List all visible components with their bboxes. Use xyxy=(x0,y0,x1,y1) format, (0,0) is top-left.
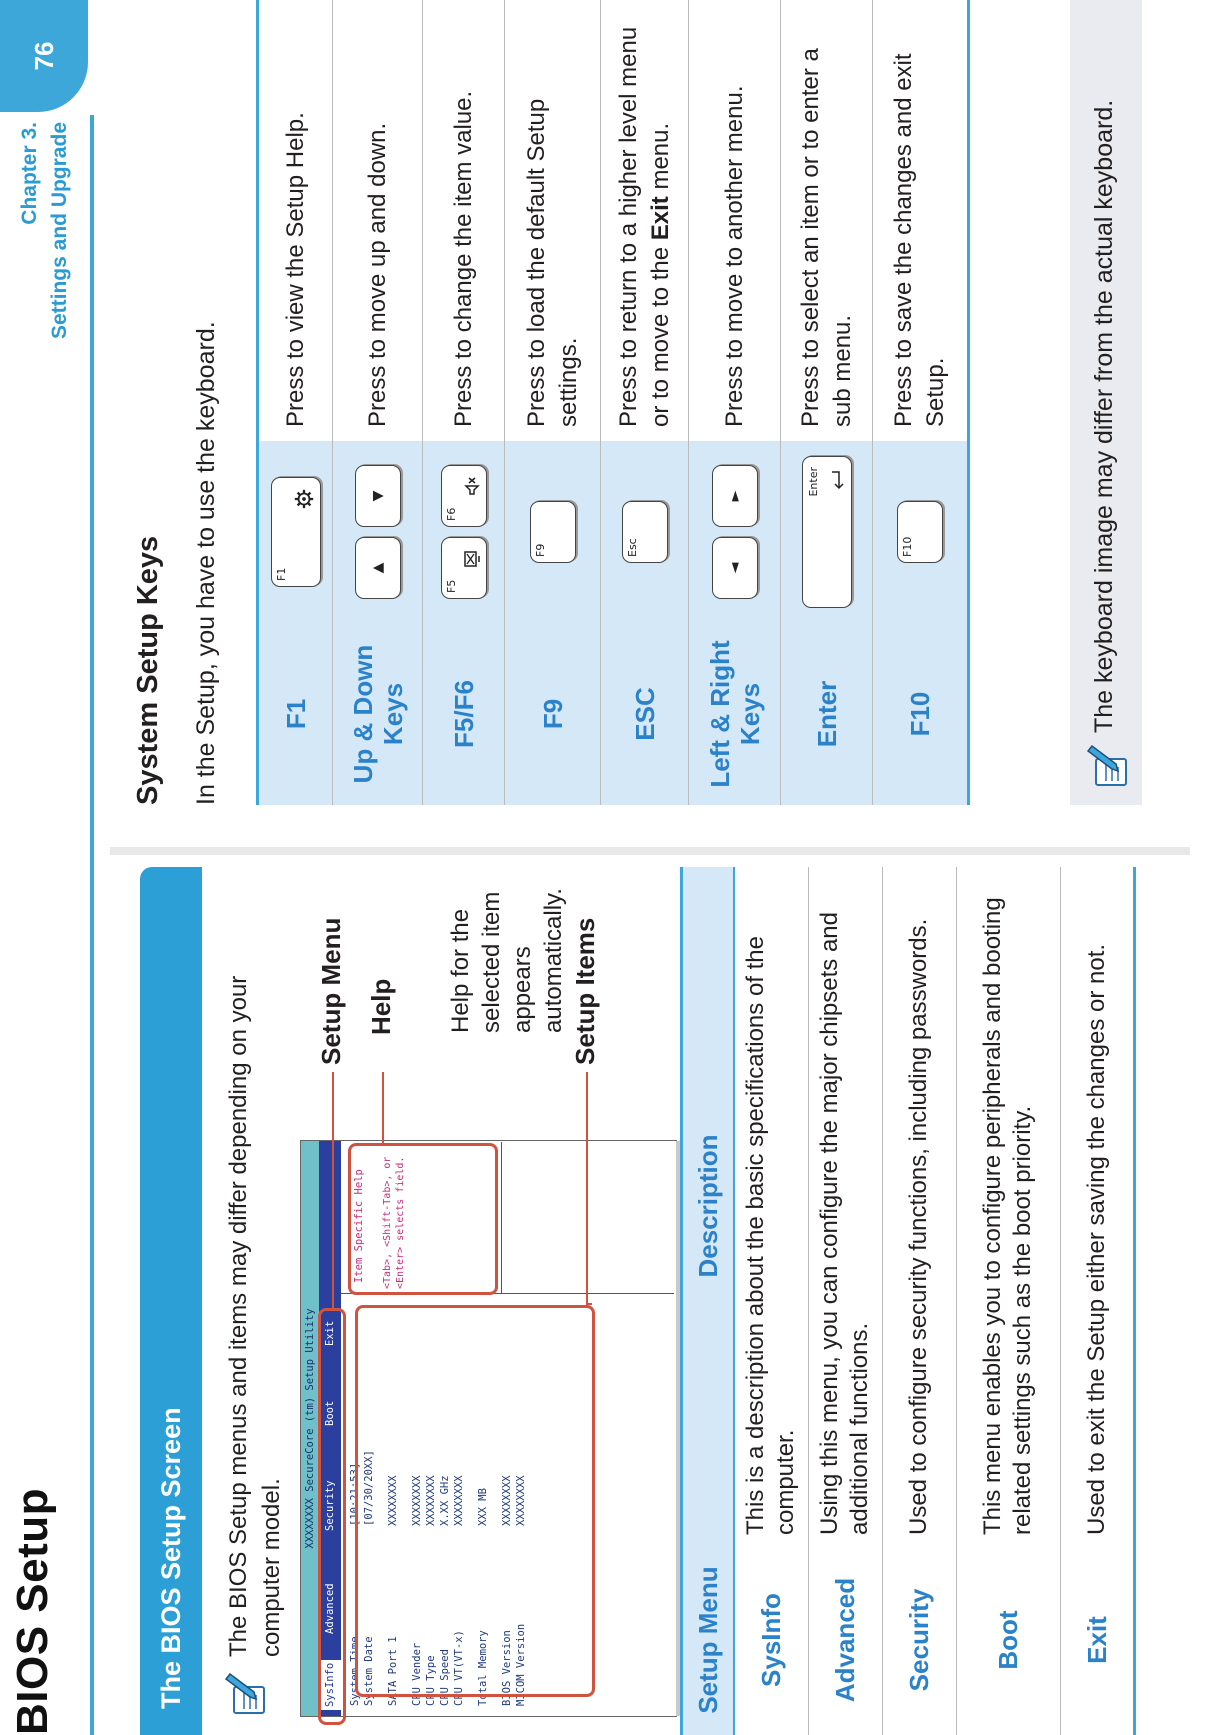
keycap-label: F5 xyxy=(444,579,458,593)
enter-arrow-icon xyxy=(831,469,845,491)
menu-name-cell: Exit xyxy=(1060,1545,1134,1735)
keys-intro: In the Setup, you have to use the keyboard. xyxy=(192,321,220,805)
chapter-label: Chapter 3. xyxy=(18,122,41,225)
note-pencil-icon xyxy=(220,1671,268,1719)
bios-menu-boot: Boot xyxy=(324,1400,336,1426)
table-row xyxy=(601,0,689,805)
bios-row-label: BIOS Version xyxy=(501,1630,513,1706)
right-arrow-key xyxy=(712,465,758,527)
right-arrow-icon: ► xyxy=(726,490,743,502)
key-desc-cell: Press to save the changes and exit Setup. xyxy=(873,0,969,441)
bios-row-label: CPU Speed xyxy=(439,1649,451,1706)
up-arrow-key xyxy=(355,537,401,599)
key-name-cell: Enter xyxy=(781,623,873,805)
key-name-cell: Up & Down Keys xyxy=(333,623,423,805)
column-divider xyxy=(110,847,1190,855)
setup-keys-table xyxy=(256,0,970,805)
bios-row-label: CPU VT(VT-x) xyxy=(453,1630,465,1706)
menu-name-cell: SysInfo xyxy=(734,1545,808,1735)
key-image-cell xyxy=(423,441,505,623)
help-description: Help for the selected item appears automatically. xyxy=(447,888,567,1033)
enter-key xyxy=(802,456,852,608)
bios-row-label: CPU Type xyxy=(425,1655,437,1706)
bios-row-value: XXXXXXXX xyxy=(411,1475,423,1526)
note-pencil-icon xyxy=(1082,743,1130,791)
left-arrow-key xyxy=(712,537,758,599)
bios-row-label: CPU Vender xyxy=(411,1642,423,1706)
bios-menu-security: Security xyxy=(324,1480,336,1531)
key-name-cell: Left & Right Keys xyxy=(689,623,781,805)
table-row xyxy=(956,867,1060,1735)
bios-row-label: MICOM Version xyxy=(515,1623,527,1706)
keycap-label: F1 xyxy=(274,567,288,581)
table-row xyxy=(808,867,882,1735)
table-row xyxy=(873,0,969,805)
key-image-cell xyxy=(505,441,601,623)
header-rule xyxy=(90,115,94,1735)
keyboard-note: The keyboard image may differ from the actual keyboard. xyxy=(1090,99,1118,733)
key-image-cell xyxy=(873,441,969,623)
keycap-label: Enter xyxy=(806,467,820,497)
key-desc-cell xyxy=(601,0,689,441)
key-desc-cell: Press to load the default Setup settings. xyxy=(505,0,601,441)
f10-key xyxy=(897,501,943,563)
bios-help-text: <Tab>, <Shift-Tab>, or <Enter> selects field. xyxy=(382,1156,406,1289)
esc-key xyxy=(622,501,668,563)
key-name-cell: F5/F6 xyxy=(423,623,505,805)
bios-menu-exit: Exit xyxy=(324,1320,336,1346)
keycap-label: Esc xyxy=(625,538,639,557)
key-desc-text: Press to return to a higher level menu or to move to the xyxy=(614,26,674,427)
key-desc-cell: Press to move to another menu. xyxy=(689,0,781,441)
bios-row-value: [10:21:53] xyxy=(349,1462,361,1526)
bios-row-label: System Time xyxy=(349,1636,361,1706)
table-row xyxy=(258,0,333,805)
f9-key xyxy=(530,501,576,563)
f1-key xyxy=(271,477,321,587)
table-row xyxy=(505,0,601,805)
key-image-cell xyxy=(333,441,423,623)
keycap-label: F10 xyxy=(901,536,914,557)
up-arrow-icon: ▲ xyxy=(369,562,386,574)
key-desc-cell: Press to view the Setup Help. xyxy=(258,0,333,441)
menu-desc-cell: Using this menu, you can configure the major chipsets and additional functions. xyxy=(808,867,882,1545)
gear-icon xyxy=(293,488,315,510)
key-image-cell xyxy=(689,441,781,623)
bios-row-value: XXXXXXXX xyxy=(515,1475,527,1526)
setup-menu-callout: Setup Menu xyxy=(316,917,346,1065)
setup-items-frame xyxy=(355,1305,595,1697)
menu-desc-cell: This menu enables you to configure peripherals and booting related settings such as the boot priority. xyxy=(956,867,1060,1545)
bios-row-value: X.XX GHz xyxy=(439,1475,451,1526)
bios-menu-advanced: Advanced xyxy=(324,1583,336,1634)
table-row xyxy=(781,0,873,805)
menu-name-cell: Security xyxy=(882,1545,956,1735)
menu-desc-cell: Used to configure security functions, including passwords. xyxy=(882,867,956,1545)
setup-items-callout: Setup Items xyxy=(570,917,600,1065)
bios-row-value: XXXXXXXX xyxy=(501,1475,513,1526)
table-row xyxy=(734,867,808,1735)
bios-row-value: XXX MB xyxy=(477,1488,489,1526)
key-name-cell: F1 xyxy=(258,623,333,805)
table-row xyxy=(333,0,423,805)
setup-menu-frame xyxy=(318,1308,346,1725)
table-row xyxy=(423,0,505,805)
keycap-label: F9 xyxy=(533,543,547,557)
screen-off-icon xyxy=(463,548,481,568)
key-image-cell xyxy=(601,441,689,623)
volume-mute-icon xyxy=(463,476,481,496)
f6-key xyxy=(441,465,487,527)
bios-help-divider xyxy=(501,1142,502,1294)
setup-menu-table xyxy=(680,867,1136,1735)
bios-row-value: XXXXXXXX xyxy=(425,1475,437,1526)
menu-name-cell: Advanced xyxy=(808,1545,882,1735)
table-header: Setup Menu xyxy=(682,1545,735,1735)
model-note: The BIOS Setup menus and items may differ depending on your computer model. xyxy=(225,975,285,1657)
down-arrow-key xyxy=(355,465,401,527)
exit-menu-emphasis: Exit xyxy=(646,196,674,241)
table-header-row xyxy=(682,867,735,1735)
table-header: Description xyxy=(682,867,735,1545)
setup-menu-leader xyxy=(332,1072,334,1308)
bios-row-value: XXXXXXXX xyxy=(453,1475,465,1526)
f5-key xyxy=(441,537,487,599)
key-name-cell: ESC xyxy=(601,623,689,805)
key-name-cell: F10 xyxy=(873,623,969,805)
menu-desc-cell: This is a description about the basic specifications of the computer. xyxy=(734,867,808,1545)
menu-name-cell: Boot xyxy=(956,1545,1060,1735)
help-leader xyxy=(382,1072,384,1143)
left-arrow-icon: ◄ xyxy=(726,562,743,574)
keys-section-title: System Setup Keys xyxy=(132,535,164,805)
bios-menu-sysinfo: SysInfo xyxy=(319,1660,341,1710)
bios-row-label: SATA Port 1 xyxy=(387,1636,399,1706)
keycap-label: F6 xyxy=(444,507,458,521)
help-callout: Help xyxy=(366,978,396,1035)
bios-row-value: [07/30/20XX] xyxy=(363,1450,375,1526)
key-image-cell xyxy=(781,441,873,623)
bios-row-label: System Date xyxy=(363,1636,375,1706)
key-desc-cell: Press to select an item or to enter a sub menu. xyxy=(781,0,873,441)
key-desc-cell: Press to change the item value. xyxy=(423,0,505,441)
key-image-cell xyxy=(258,441,333,623)
bios-help-title: Item Specific Help xyxy=(353,1169,365,1283)
key-name-cell: F9 xyxy=(505,623,601,805)
setup-items-leader xyxy=(586,1072,588,1305)
page-title: BIOS Setup xyxy=(8,1487,57,1735)
down-arrow-icon: ▼ xyxy=(369,490,386,502)
table-row xyxy=(689,0,781,805)
table-row xyxy=(1060,867,1134,1735)
section-label: Settings and Upgrade xyxy=(48,122,71,340)
key-desc-cell: Press to move up and down. xyxy=(333,0,423,441)
section-banner: The BIOS Setup Screen xyxy=(140,867,202,1735)
key-desc-text: menu. xyxy=(646,122,674,197)
bios-title-bar: XXXXXXXX SecureCore (tm) Setup Utility xyxy=(301,1141,319,1716)
bios-row-value: XXXXXXXX xyxy=(387,1475,399,1526)
menu-desc-cell: Used to exit the Setup either saving the changes or not. xyxy=(1060,867,1134,1545)
page-number-badge: 76 xyxy=(0,0,88,112)
help-frame xyxy=(348,1143,498,1295)
table-row xyxy=(882,867,956,1735)
bios-row-label: Total Memory xyxy=(477,1630,489,1706)
